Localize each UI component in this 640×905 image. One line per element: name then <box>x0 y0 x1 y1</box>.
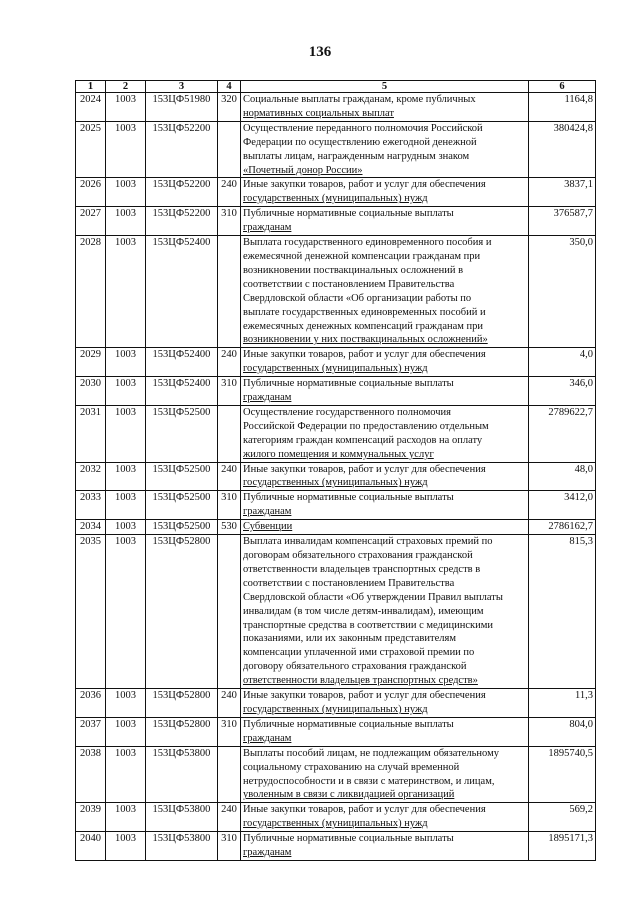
description-line: Иные закупки товаров, работ и услуг для обеспечения <box>243 463 486 475</box>
column-header: 6 <box>529 81 596 93</box>
row-number: 2039 <box>76 803 106 832</box>
description-line: Публичные нормативные социальные выплаты <box>243 378 454 390</box>
section-code: 1003 <box>106 377 146 406</box>
expense-type-code: 530 <box>218 520 241 535</box>
amount: 1164,8 <box>529 93 596 122</box>
target-article-code: 153ЦФ52200 <box>146 207 218 236</box>
expense-type-code <box>218 236 241 348</box>
section-code: 1003 <box>106 178 146 207</box>
description-line: Выплата государственного единовременного пособия и <box>243 237 492 249</box>
row-number: 2036 <box>76 689 106 718</box>
expense-type-code: 240 <box>218 462 241 491</box>
description-line: Иные закупки товаров, работ и услуг для обеспечения <box>243 804 486 816</box>
amount: 11,3 <box>529 689 596 718</box>
amount: 350,0 <box>529 236 596 348</box>
row-number: 2038 <box>76 746 106 803</box>
table-header-row <box>76 81 596 93</box>
item-description <box>241 520 529 535</box>
row-number: 2037 <box>76 717 106 746</box>
description-line: Публичные нормативные социальные выплаты <box>243 492 454 504</box>
expense-type-code: 240 <box>218 178 241 207</box>
item-description <box>241 717 529 746</box>
table-row <box>76 236 596 348</box>
amount: 346,0 <box>529 377 596 406</box>
table-row <box>76 121 596 178</box>
expense-type-code: 310 <box>218 832 241 861</box>
description-line: ответственности владельцев транспортных средств» <box>243 675 478 687</box>
expense-type-code: 310 <box>218 377 241 406</box>
target-article-code: 153ЦФ52500 <box>146 462 218 491</box>
description-line: компенсации уплаченной ими страховой премии по <box>243 647 475 659</box>
page-number: 136 <box>308 44 332 60</box>
amount: 48,0 <box>529 462 596 491</box>
table-row <box>76 405 596 462</box>
item-description <box>241 178 529 207</box>
row-number: 2025 <box>76 121 106 178</box>
target-article-code: 153ЦФ52500 <box>146 405 218 462</box>
description-line: гражданам <box>243 222 292 234</box>
table-row <box>76 207 596 236</box>
description-line: возникновении у них поствакцинальных осложнений» <box>243 334 488 346</box>
section-code: 1003 <box>106 535 146 689</box>
description-line: государственных (муниципальных) нужд <box>243 193 428 205</box>
expense-type-code: 310 <box>218 491 241 520</box>
expense-type-code <box>218 535 241 689</box>
expense-type-code: 240 <box>218 803 241 832</box>
row-number: 2027 <box>76 207 106 236</box>
row-number: 2024 <box>76 93 106 122</box>
description-line: Федерации по осуществлению ежегодной денежной <box>243 136 477 148</box>
description-line: государственных (муниципальных) нужд <box>243 818 428 830</box>
description-line: жилого помещения и коммунальных услуг <box>243 448 434 460</box>
table-row <box>76 520 596 535</box>
section-code: 1003 <box>106 405 146 462</box>
item-description <box>241 405 529 462</box>
section-code: 1003 <box>106 462 146 491</box>
row-number: 2034 <box>76 520 106 535</box>
amount: 1895171,3 <box>529 832 596 861</box>
section-code: 1003 <box>106 348 146 377</box>
target-article-code: 153ЦФ52800 <box>146 535 218 689</box>
description-line: Свердловской области «Об утверждении Правил выплаты <box>243 591 503 603</box>
table-row <box>76 348 596 377</box>
section-code: 1003 <box>106 717 146 746</box>
table-row <box>76 689 596 718</box>
description-line: договору обязательного страхования гражданской <box>243 661 467 673</box>
description-line: инвалидам (в том числе детям-инвалидам), имеющим <box>243 605 484 617</box>
amount: 1895740,5 <box>529 746 596 803</box>
description-line: выплате государственных единовременных пособий и <box>243 306 486 318</box>
table-row <box>76 803 596 832</box>
description-line: Публичные нормативные социальные выплаты <box>243 208 454 220</box>
row-number: 2030 <box>76 377 106 406</box>
description-line: соответствии с постановлением Правительства <box>243 577 455 589</box>
description-line: государственных (муниципальных) нужд <box>243 363 428 375</box>
item-description <box>241 803 529 832</box>
column-header: 4 <box>218 81 241 93</box>
description-line: договорам обязательного страхования гражданской <box>243 550 473 561</box>
row-number: 2040 <box>76 832 106 861</box>
description-line: Иные закупки товаров, работ и услуг для обеспечения <box>243 690 486 702</box>
description-line: Осуществление государственного полномочия <box>243 406 451 418</box>
description-line: гражданам <box>243 732 292 744</box>
amount: 3837,1 <box>529 178 596 207</box>
item-description <box>241 348 529 377</box>
description-line: транспортные средства в соответствии с медицинскими <box>243 619 494 631</box>
budget-table <box>75 80 596 861</box>
column-header: 5 <box>241 81 529 93</box>
expense-type-code: 240 <box>218 348 241 377</box>
column-header: 3 <box>146 81 218 93</box>
item-description <box>241 207 529 236</box>
row-number: 2029 <box>76 348 106 377</box>
target-article-code: 153ЦФ52800 <box>146 689 218 718</box>
target-article-code: 153ЦФ53800 <box>146 803 218 832</box>
description-line: государственных (муниципальных) нужд <box>243 477 428 489</box>
expense-type-code: 240 <box>218 689 241 718</box>
table-row <box>76 491 596 520</box>
amount: 3412,0 <box>529 491 596 520</box>
table-row <box>76 746 596 803</box>
item-description <box>241 377 529 406</box>
description-line: социальному страхованию на случай временной <box>243 761 460 773</box>
target-article-code: 153ЦФ52400 <box>146 348 218 377</box>
table-row <box>76 832 596 861</box>
section-code: 1003 <box>106 746 146 803</box>
table-row <box>76 178 596 207</box>
description-line: Публичные нормативные социальные выплаты <box>243 833 454 845</box>
item-description <box>241 491 529 520</box>
item-description <box>241 93 529 122</box>
amount: 569,2 <box>529 803 596 832</box>
description-line: Выплата инвалидам компенсаций страховых премий по <box>243 536 493 548</box>
section-code: 1003 <box>106 832 146 861</box>
table-body <box>76 93 596 861</box>
amount: 4,0 <box>529 348 596 377</box>
expense-type-code <box>218 405 241 462</box>
target-article-code: 153ЦФ53800 <box>146 746 218 803</box>
item-description <box>241 121 529 178</box>
section-code: 1003 <box>106 236 146 348</box>
amount: 376587,7 <box>529 207 596 236</box>
target-article-code: 153ЦФ52200 <box>146 178 218 207</box>
row-number: 2028 <box>76 236 106 348</box>
target-article-code: 153ЦФ51980 <box>146 93 218 122</box>
target-article-code: 153ЦФ52800 <box>146 717 218 746</box>
description-line: гражданам <box>243 392 292 404</box>
description-line: государственных (муниципальных) нужд <box>243 703 428 715</box>
target-article-code: 153ЦФ52200 <box>146 121 218 178</box>
item-description <box>241 462 529 491</box>
description-line: Иные закупки товаров, работ и услуг для обеспечения <box>243 179 486 191</box>
expense-type-code <box>218 746 241 803</box>
column-header: 2 <box>106 81 146 93</box>
row-number: 2031 <box>76 405 106 462</box>
description-line: ответственности владельцев транспортных средств в <box>243 563 481 575</box>
item-description <box>241 689 529 718</box>
table-row <box>76 717 596 746</box>
item-description <box>241 746 529 803</box>
target-article-code: 153ЦФ53800 <box>146 832 218 861</box>
description-line: Субвенции <box>243 521 293 533</box>
table-row <box>76 93 596 122</box>
description-line: ежемесячных денежных компенсаций гражданам при <box>243 320 484 332</box>
amount: 815,3 <box>529 535 596 689</box>
description-line: гражданам <box>243 506 292 518</box>
description-line: Социальные выплаты гражданам, кроме публичных <box>243 94 476 105</box>
target-article-code: 153ЦФ52400 <box>146 236 218 348</box>
amount: 2789622,7 <box>529 405 596 462</box>
amount: 2786162,7 <box>529 520 596 535</box>
table-row <box>76 462 596 491</box>
item-description <box>241 832 529 861</box>
description-line: категориям граждан компенсаций расходов на оплату <box>243 434 483 446</box>
column-header: 1 <box>76 81 106 93</box>
table-row <box>76 535 596 689</box>
row-number: 2032 <box>76 462 106 491</box>
item-description <box>241 236 529 348</box>
section-code: 1003 <box>106 207 146 236</box>
description-line: нетрудоспособности и в связи с материнством, и лицам, <box>243 775 495 787</box>
item-description <box>241 535 529 689</box>
row-number: 2026 <box>76 178 106 207</box>
target-article-code: 153ЦФ52400 <box>146 377 218 406</box>
expense-type-code: 310 <box>218 717 241 746</box>
section-code: 1003 <box>106 689 146 718</box>
description-line: Осуществление переданного полномочия Российской <box>243 122 483 134</box>
target-article-code: 153ЦФ52500 <box>146 520 218 535</box>
description-line: возникновении поствакцинальных осложнений в <box>243 264 464 276</box>
description-line: соответствии с постановлением Правительства <box>243 278 455 290</box>
description-line: ежемесячной денежной компенсации гражданам при <box>243 250 481 262</box>
description-line: показаниями, или их законным представителям <box>243 633 456 645</box>
expense-type-code: 320 <box>218 93 241 122</box>
description-line: Иные закупки товаров, работ и услуг для обеспечения <box>243 349 486 361</box>
description-line: Свердловской области «Об организации работы по <box>243 292 472 304</box>
section-code: 1003 <box>106 93 146 122</box>
description-line: «Почетный донор России» <box>243 164 363 176</box>
table-row <box>76 377 596 406</box>
description-line: Выплаты пособий лицам, не подлежащим обязательному <box>243 747 499 759</box>
section-code: 1003 <box>106 520 146 535</box>
row-number: 2035 <box>76 535 106 689</box>
target-article-code: 153ЦФ52500 <box>146 491 218 520</box>
description-line: гражданам <box>243 847 292 859</box>
description-line: нормативных социальных выплат <box>243 107 394 119</box>
expense-type-code <box>218 121 241 178</box>
description-line: Публичные нормативные социальные выплаты <box>243 718 454 730</box>
row-number: 2033 <box>76 491 106 520</box>
description-line: Российской Федерации по предоставлению отдельным <box>243 420 489 432</box>
description-line: выплаты лицам, награжденным нагрудным знаком <box>243 150 470 162</box>
description-line: уволенным в связи с ликвидацией организаций <box>243 789 455 801</box>
expense-type-code: 310 <box>218 207 241 236</box>
section-code: 1003 <box>106 491 146 520</box>
section-code: 1003 <box>106 121 146 178</box>
amount: 380424,8 <box>529 121 596 178</box>
amount: 804,0 <box>529 717 596 746</box>
section-code: 1003 <box>106 803 146 832</box>
